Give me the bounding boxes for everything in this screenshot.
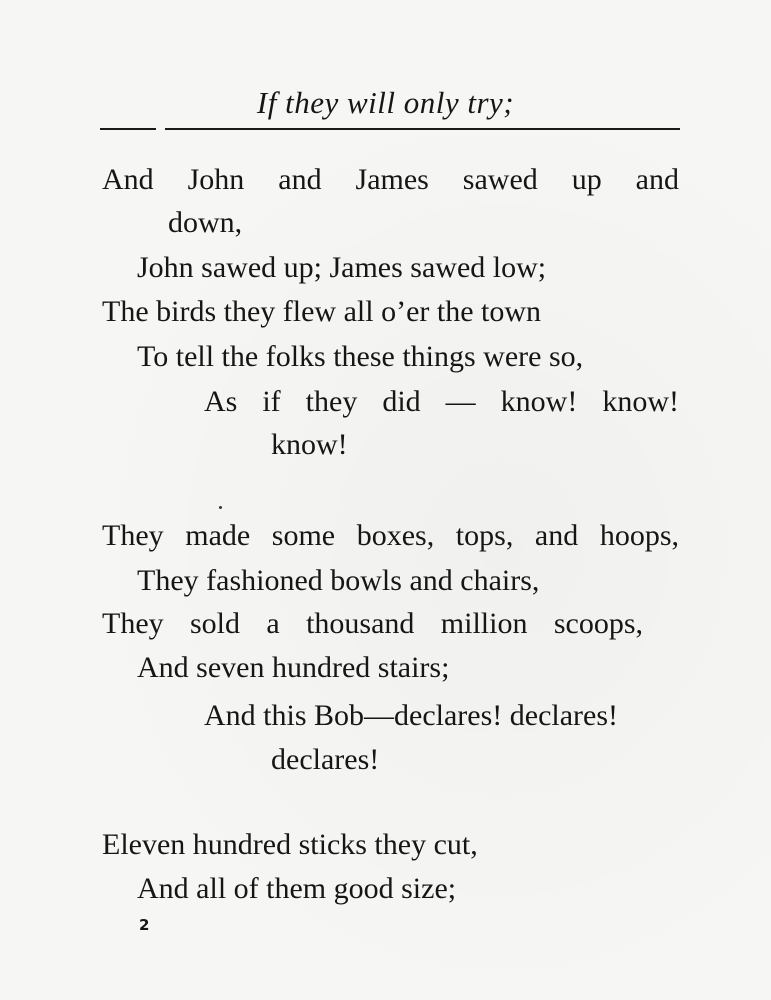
poem-line: know! <box>271 428 348 461</box>
header-rule-right <box>165 128 680 130</box>
poem-line: John sawed up; James sawed low; <box>137 251 547 284</box>
header-rule-left <box>100 128 156 130</box>
ink-speck <box>219 506 222 509</box>
poem-line: The birds they flew all o’er the town <box>102 295 542 328</box>
poem-line: And all of them good size; <box>137 872 457 905</box>
poem-line: They sold a thousand million scoops, <box>102 607 643 640</box>
poem-line: down, <box>168 206 243 239</box>
running-head: If they will only try; <box>256 85 515 120</box>
poem-line: As if they did — know! know! <box>204 385 679 418</box>
poem-line: And seven hundred stairs; <box>137 651 450 684</box>
poem-line: They fashioned bowls and chairs, <box>137 564 540 597</box>
poem-line: Eleven hundred sticks they cut, <box>102 828 478 861</box>
poem-line: declares! <box>271 743 380 776</box>
poem-line: And this Bob—declares! declares! <box>204 699 619 732</box>
poem-line: They made some boxes, tops, and hoops, <box>102 519 679 552</box>
poem-line: To tell the folks these things were so, <box>137 340 584 373</box>
poem-line: And John and James sawed up and <box>102 163 679 196</box>
page-number: 2 <box>139 916 150 934</box>
